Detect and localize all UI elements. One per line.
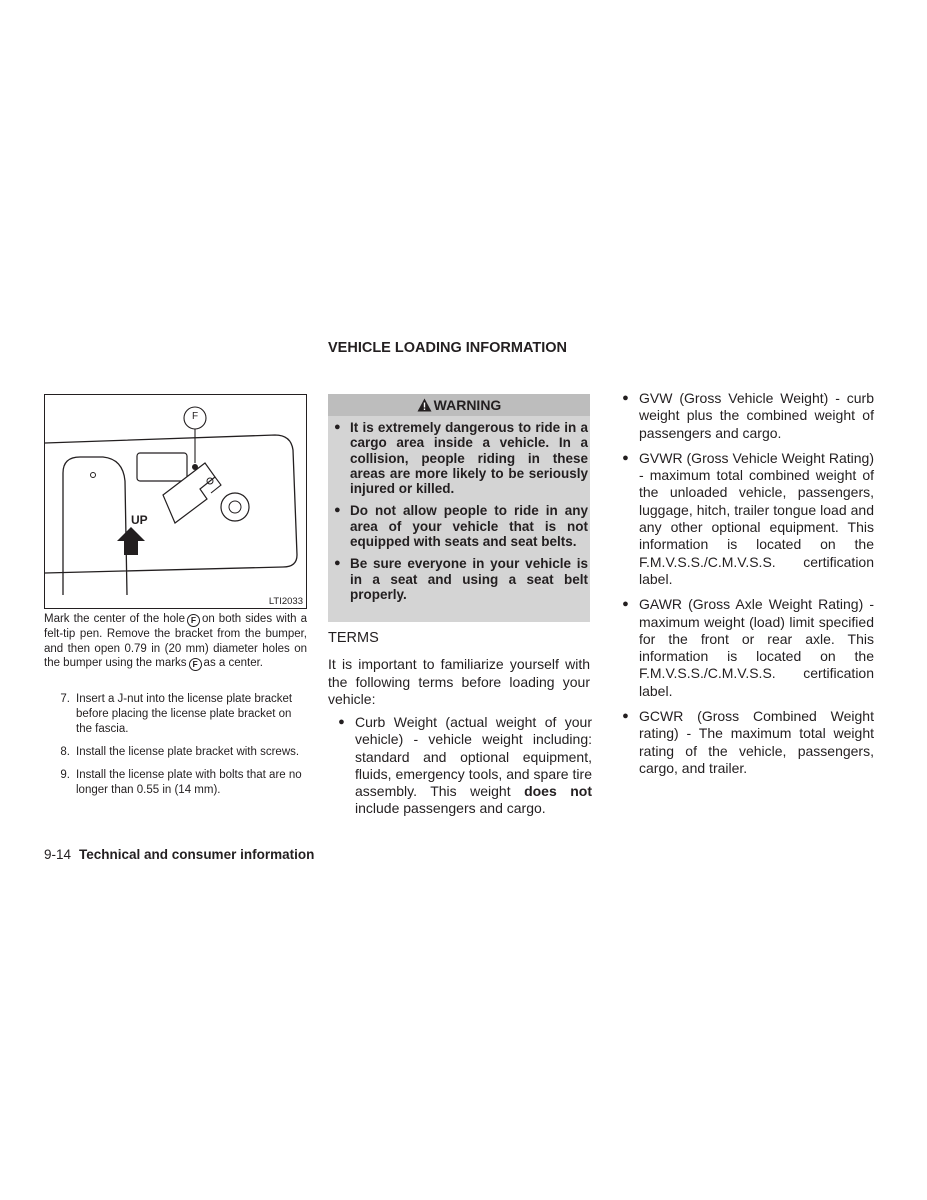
page-number: 9-14 xyxy=(44,847,72,862)
bumper-diagram xyxy=(45,395,307,609)
up-label: UP xyxy=(131,513,148,527)
step-text: Insert a J-nut into the license plate bracket before placing the license plate bracket on the fascia. xyxy=(76,693,293,735)
term-item xyxy=(612,390,874,442)
bullet-icon: ● xyxy=(334,557,341,570)
term-text: GAWR (Gross Axle Weight Rating) - maximum weight (load) limit specified for the front or rear axle. This information is located on the F.M.V.S.S./C.M.V.S.S. certification label. xyxy=(639,596,874,699)
installation-steps xyxy=(44,692,307,806)
step-item xyxy=(44,768,307,798)
terms-list-left xyxy=(328,714,592,826)
step-number: 7. xyxy=(60,693,70,705)
caption-part-2: on both sides with a felt-tip pen. Remove the bracket from the bumper, and then open 0.79 in (20 mm) diameter holes on the bumper using the marks xyxy=(44,613,307,669)
warning-item xyxy=(332,503,588,549)
caption-part-3: as a center. xyxy=(203,657,264,669)
chapter-title: Technical and consumer information xyxy=(79,847,315,862)
warning-item xyxy=(332,420,588,496)
marker-f-label: F xyxy=(191,411,199,422)
section-title: VEHICLE LOADING INFORMATION xyxy=(328,340,567,356)
bullet-icon: ● xyxy=(622,451,629,464)
terms-list-right xyxy=(612,390,874,785)
term-item xyxy=(328,714,592,818)
figure-caption xyxy=(44,612,307,671)
warning-header xyxy=(328,394,590,416)
step-text: Install the license plate bracket with screws. xyxy=(76,746,300,758)
warning-title: WARNING xyxy=(433,397,502,413)
curb-weight-emphasis: does not xyxy=(524,783,592,800)
caption-part-1: Mark the center of the hole xyxy=(44,613,185,625)
bullet-icon: ● xyxy=(334,421,341,433)
bracket-illustration xyxy=(44,394,307,609)
curb-weight-text: Curb Weight (actual weight of your vehicle) - vehicle weight including: standard and optional equipment, fluids, emergency tools, and spare tire assembly. This weight xyxy=(355,714,592,800)
step-number: 8. xyxy=(60,746,70,758)
step-text: Install the license plate with bolts that are no longer than 0.55 in (14 mm). xyxy=(76,769,302,796)
term-item xyxy=(612,596,874,700)
term-text xyxy=(355,714,592,818)
term-text: GVW (Gross Vehicle Weight) - curb weight plus the combined weight of passengers and cargo. xyxy=(639,390,874,441)
bullet-icon: ● xyxy=(338,716,345,728)
warning-text: It is extremely dangerous to ride in a cargo area inside a vehicle. In a collision, people riding in these areas are more likely to be seriously injured or killed. xyxy=(350,420,588,497)
step-item xyxy=(44,692,307,737)
term-text: GVWR (Gross Vehicle Weight Rating) - maximum total combined weight of the unloaded vehicle, passengers, luggage, hitch, trailer tongue load and any other optional equipment. This information is located on the F.M.V.S.S./C.M.V.S.S. certification label. xyxy=(639,449,874,587)
term-text: GCWR (Gross Combined Weight rating) - The maximum total weight rating of the vehicle, passengers, cargo, and trailer. xyxy=(639,708,874,776)
figure-id: LTI2033 xyxy=(268,596,303,607)
step-item xyxy=(44,745,307,760)
step-number: 9. xyxy=(60,769,70,781)
warning-triangle-icon xyxy=(417,396,432,418)
bullet-icon: ● xyxy=(622,710,629,723)
bullet-icon: ● xyxy=(334,504,341,517)
terms-heading: TERMS xyxy=(328,630,379,646)
terms-intro: It is important to familiarize yourself with the following terms before loading your vehicle: xyxy=(328,656,590,707)
warning-box xyxy=(328,394,590,622)
bullet-icon: ● xyxy=(622,598,629,611)
marker-f-icon: F xyxy=(189,658,202,671)
warning-list xyxy=(328,416,590,602)
curb-weight-text-end: include passengers and cargo. xyxy=(355,800,546,817)
warning-item xyxy=(332,556,588,602)
term-item xyxy=(612,450,874,588)
marker-f-icon: F xyxy=(187,614,200,627)
term-item xyxy=(612,708,874,777)
warning-text: Do not allow people to ride in any area of your vehicle that is not equipped with seats and seat belts. xyxy=(350,503,588,550)
warning-text: Be sure everyone in your vehicle is in a seat and using a seat belt properly. xyxy=(350,556,588,602)
bullet-icon: ● xyxy=(622,392,629,404)
page-footer xyxy=(44,847,314,862)
